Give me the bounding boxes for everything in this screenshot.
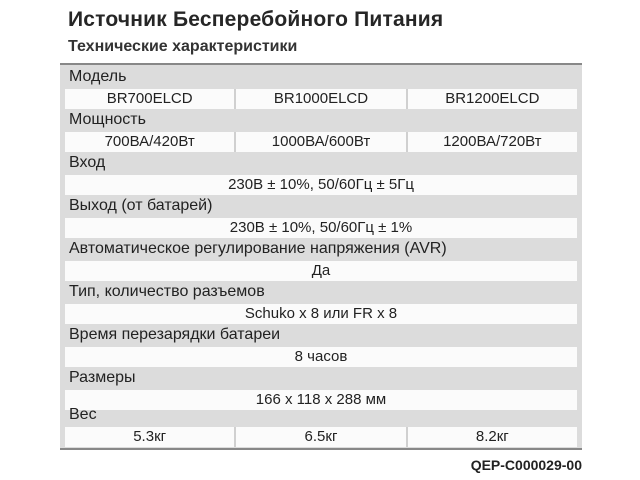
document-code: QEP-C000029-00 [470, 457, 582, 473]
spec-label-model: Модель [69, 68, 127, 85]
spec-values-model [65, 89, 577, 109]
spec-label-output: Выход (от батарей) [69, 197, 213, 214]
spec-value-power-3: 1200ВА/720Вт [408, 132, 577, 152]
spec-values-dimensions [65, 390, 577, 410]
spec-values-recharge [65, 347, 577, 367]
spec-label-input: Вход [69, 154, 106, 171]
spec-value-output: 230В ± 10%, 50/60Гц ± 1% [65, 218, 577, 238]
spec-values-power [65, 132, 577, 152]
spec-value-weight-1: 5.3кг [65, 427, 236, 447]
spec-value-dimensions: 166 x 118 x 288 мм [65, 390, 577, 410]
spec-values-avr [65, 261, 577, 281]
spec-table [60, 63, 582, 450]
page-subtitle: Технические характеристики [68, 38, 298, 55]
spec-value-model-1: BR700ELCD [65, 89, 236, 109]
spec-value-power-1: 700ВА/420Вт [65, 132, 236, 152]
spec-value-avr: Да [65, 261, 577, 281]
spec-values-weight [65, 427, 577, 447]
spec-values-output [65, 218, 577, 238]
spec-value-weight-2: 6.5кг [236, 427, 407, 447]
spec-value-weight-3: 8.2кг [408, 427, 577, 447]
spec-label-sockets: Тип, количество разъемов [69, 283, 265, 300]
spec-label-weight: Вес [69, 406, 97, 423]
spec-value-sockets: Schuko x 8 или FR x 8 [65, 304, 577, 324]
spec-value-model-2: BR1000ELCD [236, 89, 407, 109]
spec-label-power: Мощность [69, 111, 146, 128]
spec-value-input: 230В ± 10%, 50/60Гц ± 5Гц [65, 175, 577, 195]
spec-value-power-2: 1000ВА/600Вт [236, 132, 407, 152]
spec-label-avr: Автоматическое регулирование напряжения (AVR) [69, 240, 447, 257]
spec-values-sockets [65, 304, 577, 324]
spec-value-recharge: 8 часов [65, 347, 577, 367]
page-title: Источник Бесперебойного Питания [68, 8, 444, 31]
spec-label-dimensions: Размеры [69, 369, 136, 386]
spec-values-input [65, 175, 577, 195]
spec-value-model-3: BR1200ELCD [408, 89, 577, 109]
spec-label-recharge: Время перезарядки батареи [69, 326, 281, 343]
